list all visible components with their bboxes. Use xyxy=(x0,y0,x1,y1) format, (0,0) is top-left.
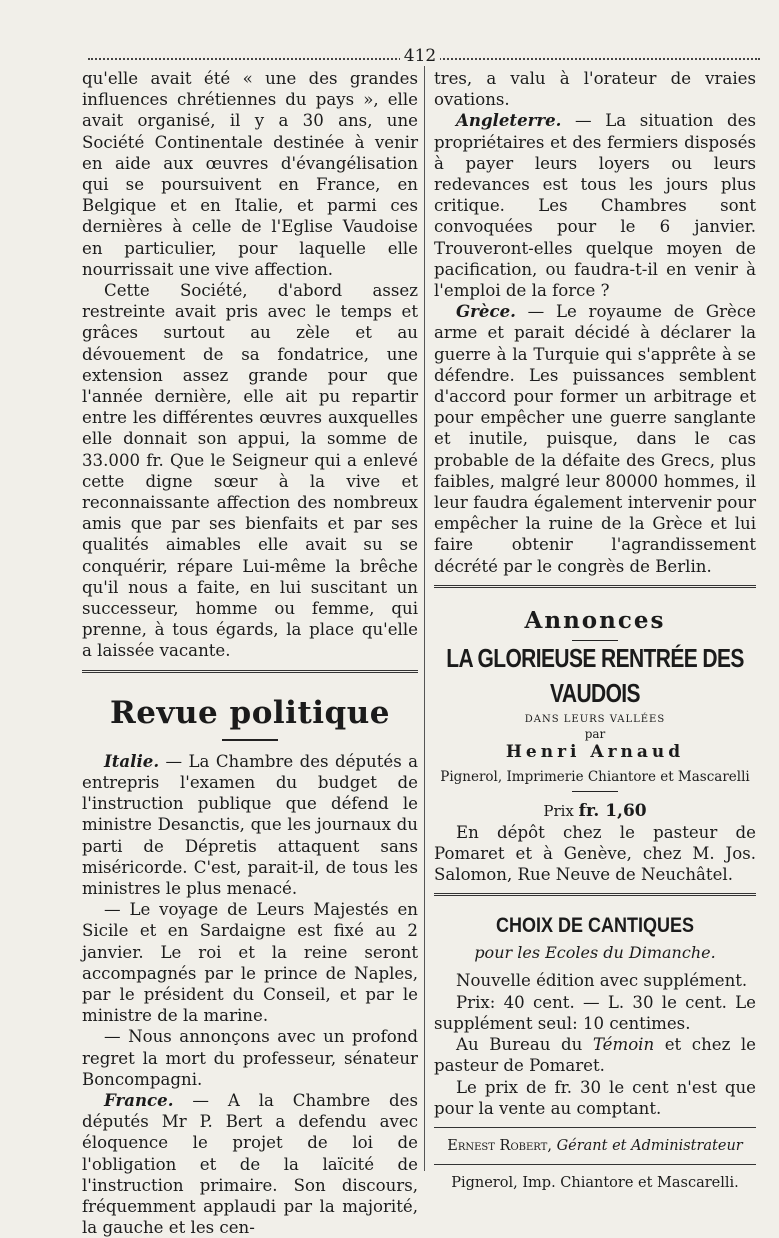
grece-label: Grèce. xyxy=(456,301,516,322)
choix-subtitle: pour les Ecoles du Dimanche. xyxy=(474,943,716,963)
angleterre-paragraph xyxy=(434,110,756,301)
price-label: Prix xyxy=(543,801,579,820)
book-title: LA GLORIEUSE RENTRÉE DES VAUDOIS xyxy=(446,644,744,709)
book-subtitle: DANS LEURS VALLÉES xyxy=(524,713,666,725)
heading-rule xyxy=(222,739,278,741)
bureau-suffix: et chez le pasteur de Pomaret. xyxy=(434,1035,756,1076)
depot-paragraph: En dépôt chez le pasteur de Pomaret et à Genève, chez M. Jos. Salomon, Rue Neuve de Neuchâtel. xyxy=(434,822,756,885)
france-text: — A la Chambre des députés Mr P. Bert a defendu avec éloquence le projet de loi de l'obligation et de la laïcité de l'instruction primaire. Son discours, fréquemment applaudi par la majorité, la gauche et les cen- xyxy=(82,1090,418,1238)
temoin-title: Témoin xyxy=(592,1035,655,1055)
choix-prix: Prix: 40 cent. — L. 30 le cent. Le supplément seul: 10 centimes. xyxy=(434,992,756,1033)
choix-cantiques-title: CHOIX DE CANTIQUES xyxy=(495,913,695,938)
italie-paragraph xyxy=(82,751,418,899)
gerant-line xyxy=(434,1136,756,1156)
gerant-name: Ernest Robert, xyxy=(447,1137,552,1154)
societe-paragraph-1: qu'elle avait été « une des grandes influences chrétiennes du pays », elle avait organisé, il y a 30 ans, une Société Continentale destinée à venir en aide aux œuvres d'évangélisation qui se poursuivent en France, en Belgique et en Italie, et parmi ces dernières à celle de l'Eglise Vaudoise en particulier, pour laquelle elle nourrissait une vive affection. xyxy=(82,69,418,279)
grece-text: — Le royaume de Grèce arme et parait décidé à déclarer la guerre à la Turquie qui s'apprête à se défendre. Les puissances semblent d'accord pour former un arbitrage et pour empêcher une guerre sanglante et inutile, puisque, dans le cas probable de la défaite des Grecs, plus faibles, malgré leur 80000 hommes, il leur faudra également intervenir pour empêcher la ruine de la Grèce et lui faire obtenir l'agrandissement décrété par le congrès de Berlin. xyxy=(434,302,756,576)
choix-bureau xyxy=(434,1034,756,1076)
page-number: 412 xyxy=(400,44,440,68)
annonces-rule xyxy=(434,585,756,588)
annonces-heading: Annonces xyxy=(524,606,666,634)
price-dash xyxy=(572,791,618,792)
choix-rule xyxy=(434,893,756,896)
france-continuation: tres, a valu à l'orateur de vraies ovations. xyxy=(434,69,756,110)
regret-paragraph: — Nous annonçons avec un profond regret la mort du professeur, sénateur Boncompagni. xyxy=(82,1027,418,1089)
revue-politique-heading: Revue politique xyxy=(110,694,390,731)
angleterre-label: Angleterre. xyxy=(456,110,562,131)
column-divider xyxy=(424,66,425,1171)
left-column xyxy=(82,68,418,1238)
footer-rule-2 xyxy=(434,1164,756,1165)
italie-label: Italie. xyxy=(104,750,160,771)
societe-paragraph-2: Cette Société, d'abord assez restreinte avait pris avec le temps et grâces surtout au zèle et au dévouement de sa fondatrice, une extension assez grande pour que l'année dernière, elle ait pu repartir entre les différentes œuvres auxquelles elle donnait son appui, la somme de 33.000 fr. Que le Seigneur qui a enlevé cette digne sœur à la vive et reconnaissante affection des nombreux amis que par ses bienfaits et par ses qualités aimables elle avait su se conquérir, répare Lui-même la brêche qu'il nous a faite, en lui suscitant un successeur, homme ou femme, qui prenne, à tous égards, la place qu'elle a laissée vacante. xyxy=(82,281,418,661)
choix-edition: Nouvelle édition avec supplément. xyxy=(456,971,748,991)
italie-text: — La Chambre des députés a entrepris l'examen du budget de l'instruction publique que défend le ministre Desanctis, que les journaux du parti de Dépretis attaquent sans miséricorde. C'est, parait-il, de tous les ministres le plus menacé. xyxy=(82,751,418,898)
section-rule xyxy=(82,670,418,673)
right-column xyxy=(434,68,756,1193)
grece-paragraph xyxy=(434,301,756,577)
book-printer: Pignerol, Imprimerie Chiantore et Mascarelli xyxy=(440,768,750,785)
book-author: Henri Arnaud xyxy=(505,741,685,762)
footer-rule-1 xyxy=(434,1127,756,1128)
france-paragraph xyxy=(82,1090,418,1238)
book-par: par xyxy=(584,726,606,741)
choix-note: Le prix de fr. 30 le cent n'est que pour la vente au comptant. xyxy=(434,1077,756,1118)
annonces-dash xyxy=(572,640,618,641)
imprimeur-line: Pignerol, Imp. Chiantore et Mascarelli. xyxy=(451,1174,739,1191)
gerant-role: Gérant et Administrateur xyxy=(556,1137,743,1154)
bureau-prefix: Au Bureau du xyxy=(456,1035,593,1055)
book-price xyxy=(434,800,756,822)
voyage-paragraph: — Le voyage de Leurs Majestés en Sicile et en Sardaigne est fixé au 2 janvier. Le roi et la reine seront accompagnés par le prince de Naples, par le président du Conseil, et par le ministre de la marine. xyxy=(82,900,418,1026)
price-value: fr. 1,60 xyxy=(578,800,647,821)
france-label: France. xyxy=(104,1089,174,1110)
angleterre-text: — La situation des propriétaires et des fermiers disposés à payer leurs loyers ou leurs redevances est tous les jours plus critique. Les Chambres sont convoquées pour le 6 janvier. Trouveront-elles quelque moyen de pacification, ou faudra-t-il en venir à l'emploi de la force ? xyxy=(434,111,756,301)
